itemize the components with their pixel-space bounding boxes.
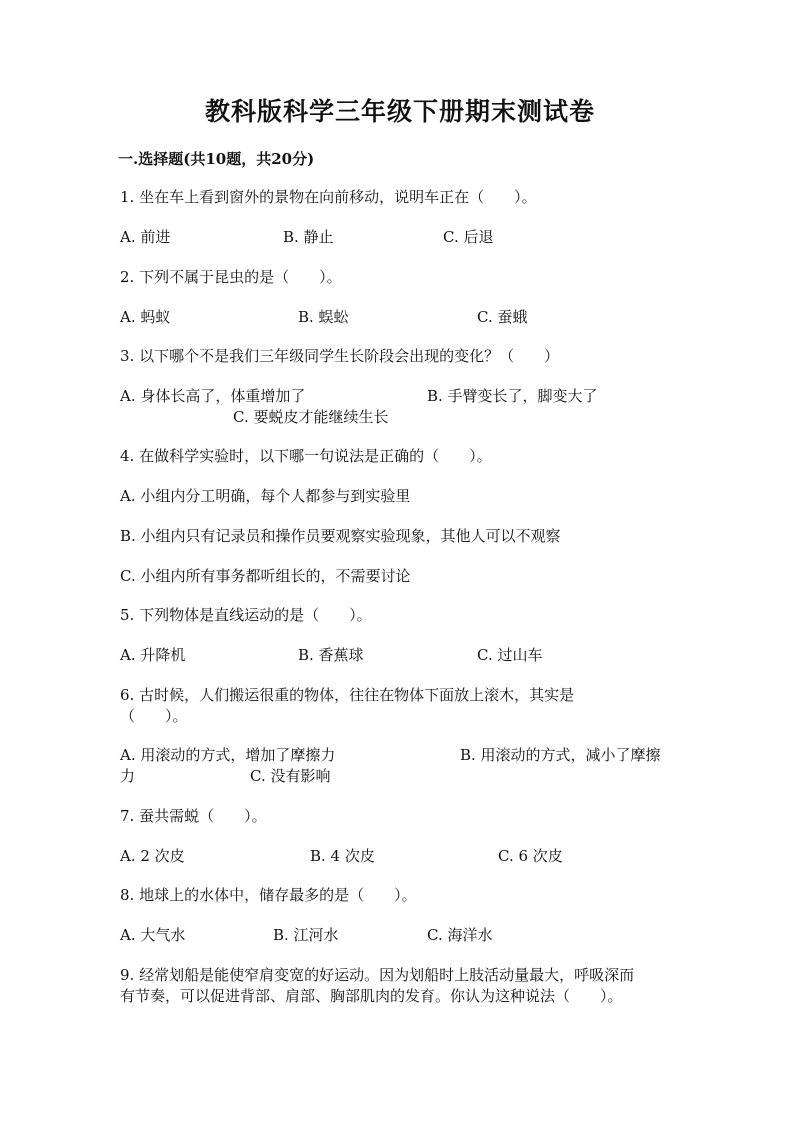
question-1-option-c: C. 后退 — [443, 228, 494, 246]
question-6-option-b: B. 用滚动的方式，减小了摩擦 — [460, 746, 661, 764]
question-8-option-b: B. 江河水 — [273, 926, 339, 944]
question-3-option-a: A. 身体长高了，体重增加了 — [120, 387, 306, 405]
question-5-option-c: C. 过山车 — [477, 646, 543, 664]
page-title: 教科版科学三年级下册期末测试卷 — [204, 97, 595, 126]
question-3-option-b: B. 手臂变长了，脚变大了 — [427, 387, 598, 405]
question-6-option-c: C. 没有影响 — [250, 767, 331, 785]
question-2-option-b: B. 蜈蚣 — [298, 308, 349, 326]
question-6-option-a: A. 用滚动的方式，增加了摩擦力 — [120, 746, 336, 764]
question-4-stem: 4. 在做科学实验时，以下哪一句说法是正确的（ ）。 — [120, 447, 492, 465]
question-7-option-b: B. 4 次皮 — [310, 847, 375, 865]
question-4-option-a: A. 小组内分工明确，每个人都参与到实验里 — [120, 487, 411, 505]
question-2-option-c: C. 蚕蛾 — [477, 308, 528, 326]
question-2-option-a: A. 蚂蚁 — [120, 308, 171, 326]
section-heading: 一.选择题(共10题，共20分) — [118, 150, 315, 168]
question-2-stem: 2. 下列不属于昆虫的是（ ）。 — [120, 268, 342, 286]
question-5-option-a: A. 升降机 — [120, 646, 186, 664]
question-6-stem-line-1: 6. 古时候，人们搬运很重的物体，往往在物体下面放上滚木，其实是 — [120, 686, 575, 704]
question-1-option-a: A. 前进 — [120, 228, 171, 246]
question-6-stem-line-2: （ ）。 — [120, 707, 188, 725]
question-7-option-a: A. 2 次皮 — [120, 847, 185, 865]
question-7-option-c: C. 6 次皮 — [498, 847, 563, 865]
question-3-option-c: C. 要蜕皮才能继续生长 — [233, 408, 389, 426]
question-7-stem: 7. 蚕共需蜕（ ）。 — [120, 807, 267, 825]
question-1-stem: 1. 坐在车上看到窗外的景物在向前移动，说明车正在（ ）。 — [120, 188, 537, 206]
question-4-option-c: C. 小组内所有事务都听组长的，不需要讨论 — [120, 567, 411, 585]
question-9-stem-line-2: 有节奏，可以促进背部、肩部、胸部肌肉的发育。你认为这种说法（ ）。 — [120, 987, 623, 1005]
question-3-stem: 3. 以下哪个不是我们三年级同学生长阶段会出现的变化？（ ） — [120, 347, 560, 365]
question-8-stem: 8. 地球上的水体中，储存最多的是（ ）。 — [120, 886, 417, 904]
question-4-option-b: B. 小组内只有记录员和操作员要观察实验现象，其他人可以不观察 — [120, 527, 561, 545]
question-5-option-b: B. 香蕉球 — [298, 646, 364, 664]
question-8-option-c: C. 海洋水 — [427, 926, 493, 944]
question-8-option-a: A. 大气水 — [120, 926, 186, 944]
question-5-stem: 5. 下列物体是直线运动的是（ ）。 — [120, 606, 372, 624]
question-1-option-b: B. 静止 — [283, 228, 334, 246]
question-6-option-b-continued: 力 — [120, 767, 136, 785]
question-9-stem-line-1: 9. 经常划船是能使窄肩变宽的好运动。因为划船时上肢活动量最大，呼吸深而 — [120, 966, 635, 984]
